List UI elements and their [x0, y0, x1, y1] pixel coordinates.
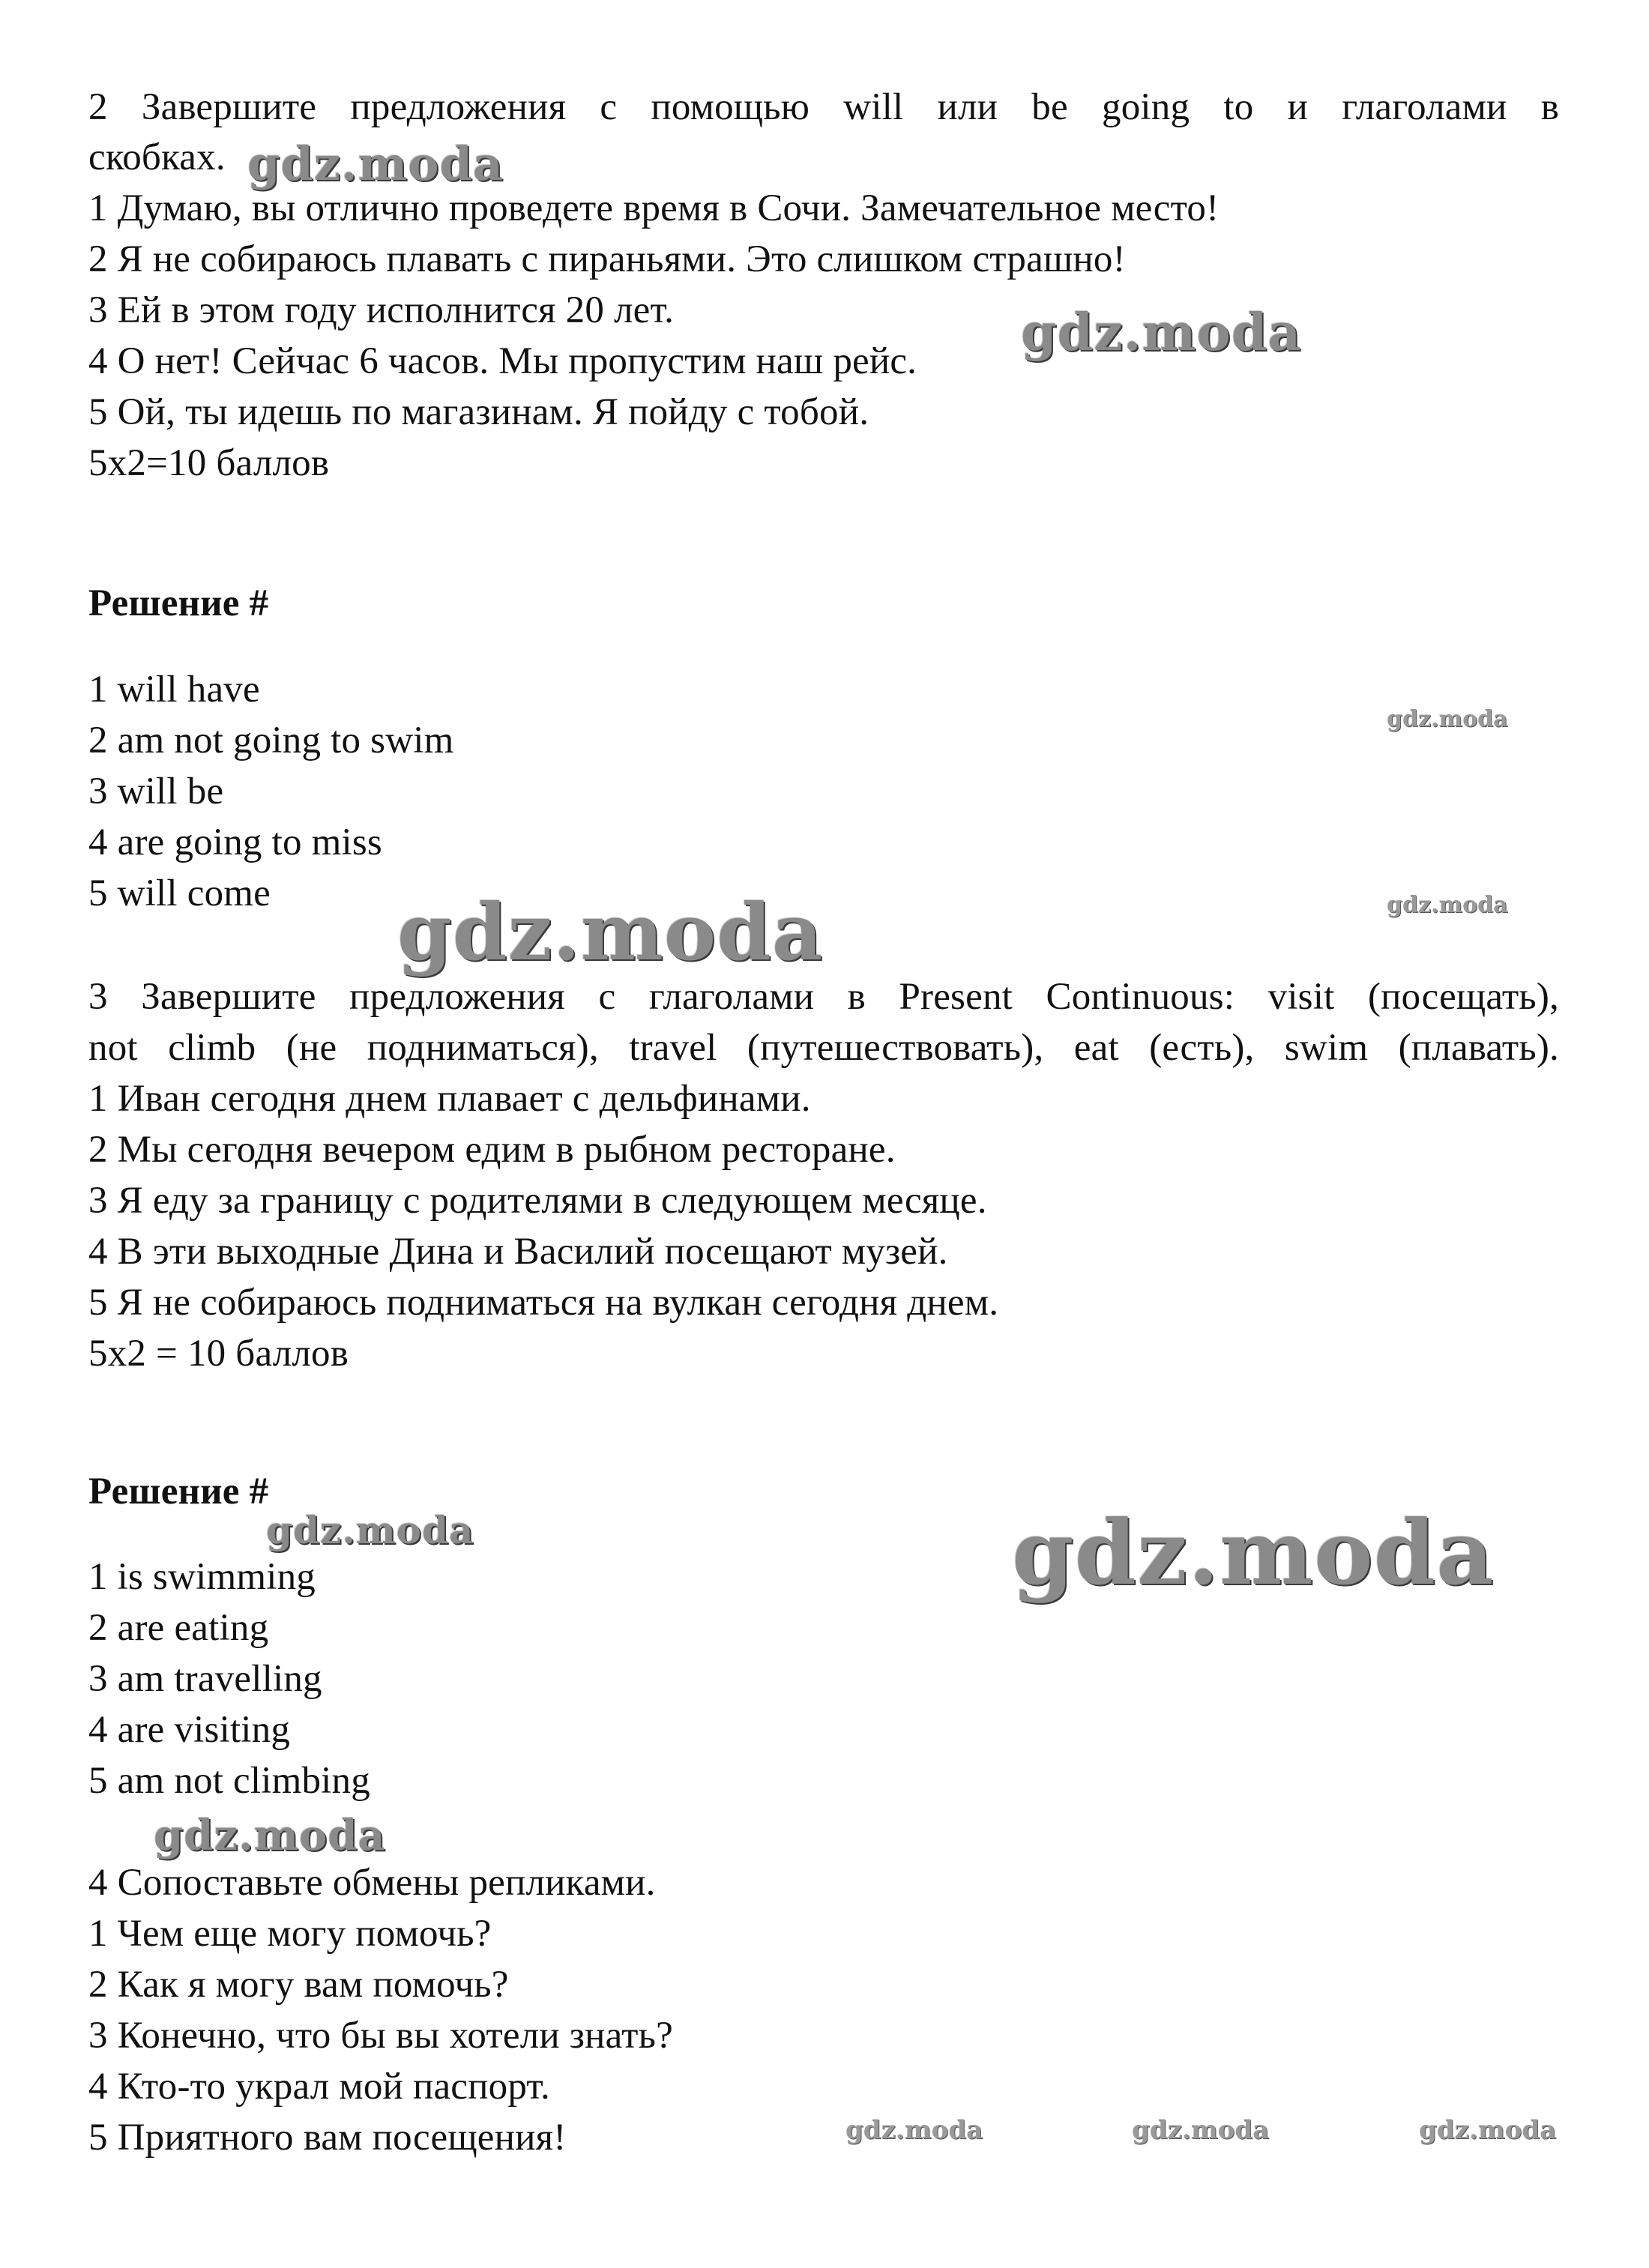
- task3-sentence-1: 1 Иван сегодня днем плавает с дельфинами.: [88, 1078, 811, 1120]
- task2-sentence-5: 5 Ой, ты идешь по магазинам. Я пойду с тобой.: [88, 391, 869, 433]
- watermark-logo: gdz.moda: [1012, 1501, 1495, 1605]
- task2-heading-line1: 2 Завершите предложения с помощью will или be going to и глаголами в: [88, 86, 1559, 128]
- task4-sentence-4: 4 Кто-то украл мой паспорт.: [88, 2066, 550, 2108]
- solution1-answer-2: 2 am not going to swim: [88, 720, 454, 761]
- solution1-answer-3: 3 will be: [88, 770, 224, 812]
- solution1-answer-5: 5 will come: [88, 872, 271, 914]
- solution2-answer-3: 3 am travelling: [88, 1658, 322, 1700]
- task4-sentence-1: 1 Чем еще могу помочь?: [88, 1913, 492, 1955]
- watermark-logo: gdz.moda: [1021, 303, 1302, 363]
- task3-score: 5x2 = 10 баллов: [88, 1333, 349, 1375]
- watermark-logo: gdz.moda: [845, 2115, 983, 2145]
- watermark-logo: gdz.moda: [1419, 2115, 1557, 2145]
- solution1-title: Решение #: [88, 582, 269, 624]
- solution2-answer-1: 1 is swimming: [88, 1556, 316, 1598]
- watermark-logo: gdz.moda: [1387, 706, 1508, 732]
- solution2-answer-4: 4 are visiting: [88, 1709, 291, 1751]
- watermark-logo: gdz.moda: [154, 1811, 386, 1860]
- task2-sentence-2: 2 Я не собираюсь плавать с пираньями. Это слишком страшно!: [88, 238, 1126, 280]
- watermark-logo: gdz.moda: [1387, 892, 1508, 918]
- solution2-answer-2: 2 are eating: [88, 1607, 269, 1649]
- task3-heading-line2: not climb (не подниматься), travel (путешествовать), eat (есть), swim (плавать).: [88, 1027, 1559, 1069]
- task4-sentence-5: 5 Приятного вам посещения!: [88, 2117, 567, 2159]
- task4-heading: 4 Сопоставьте обмены репликами.: [88, 1862, 656, 1904]
- solution2-answer-5: 5 am not climbing: [88, 1760, 370, 1802]
- watermark-logo: gdz.moda: [266, 1508, 474, 1552]
- task3-sentence-2: 2 Мы сегодня вечером едим в рыбном ресторане.: [88, 1129, 896, 1171]
- watermark-logo: gdz.moda: [1132, 2115, 1270, 2145]
- task3-heading-line1: 3 Завершите предложения с глаголами в Present Continuous: visit (посещать),: [88, 976, 1559, 1018]
- task2-sentence-1: 1 Думаю, вы отлично проведете время в Сочи. Замечательное место!: [88, 187, 1220, 229]
- task2-sentence-4: 4 О нет! Сейчас 6 часов. Мы пропустим наш рейс.: [88, 340, 917, 382]
- task3-sentence-3: 3 Я еду за границу с родителями в следующем месяце.: [88, 1180, 987, 1222]
- task2-score: 5x2=10 баллов: [88, 442, 330, 484]
- watermark-logo: gdz.moda: [397, 886, 824, 978]
- task4-sentence-2: 2 Как я могу вам помочь?: [88, 1964, 509, 2006]
- solution1-answer-1: 1 will have: [88, 669, 260, 711]
- solution2-title: Решение #: [88, 1471, 269, 1512]
- solution1-answer-4: 4 are going to miss: [88, 821, 382, 863]
- watermark-logo: gdz.moda: [247, 136, 504, 191]
- task2-heading-line2: скобках.: [88, 136, 226, 178]
- task3-sentence-4: 4 В эти выходные Дина и Василий посещают музей.: [88, 1231, 948, 1273]
- task3-sentence-5: 5 Я не собираюсь подниматься на вулкан сегодня днем.: [88, 1282, 999, 1324]
- task4-sentence-3: 3 Конечно, что бы вы хотели знать?: [88, 2015, 673, 2057]
- task2-sentence-3: 3 Ей в этом году исполнится 20 лет.: [88, 289, 675, 331]
